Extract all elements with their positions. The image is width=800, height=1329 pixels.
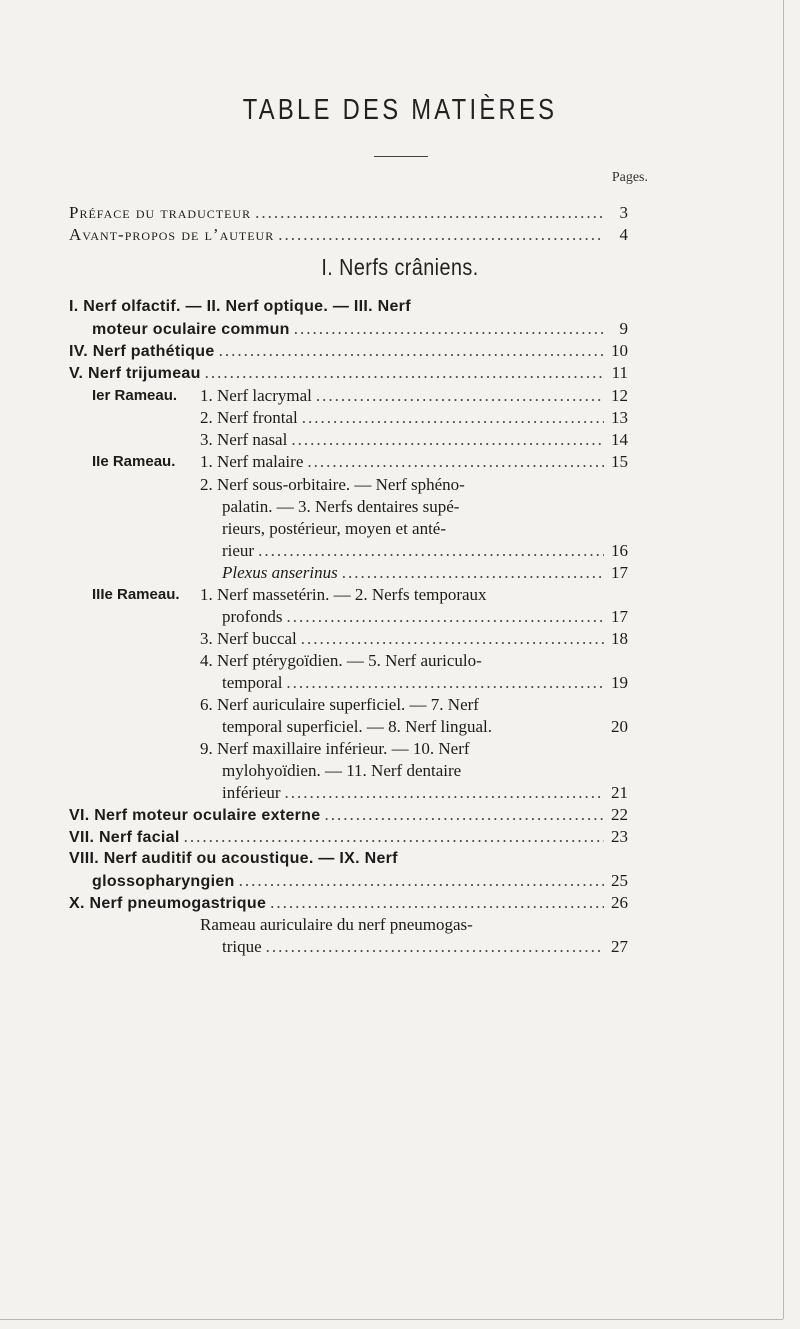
dot-leader [342, 562, 604, 584]
toc-entry-lacrymal [200, 385, 628, 407]
dot-leader [258, 540, 604, 562]
toc-page-number: 15 [611, 452, 628, 471]
dot-leader [278, 224, 604, 246]
toc-entry-frontal [200, 407, 628, 429]
toc-entry-text: VII. Nerf facial [69, 829, 180, 846]
dot-leader [294, 318, 604, 340]
dot-leader [266, 936, 604, 958]
toc-entry-continuation: mylohyoïdien. — 11. Nerf dentaire [222, 761, 462, 780]
toc-entry-text: profonds [222, 607, 283, 626]
dot-leader [291, 429, 604, 451]
dot-leader [239, 870, 604, 892]
toc-entry-text: VI. Nerf moteur oculaire externe [69, 807, 321, 824]
toc-entry-avant-propos [69, 224, 628, 246]
toc-page-number: 22 [611, 805, 628, 824]
toc-page-number: 9 [619, 319, 628, 338]
toc-entry-text: inférieur [222, 783, 281, 802]
toc-entry-dentaire-inferieur [222, 782, 628, 804]
toc-page-number: 4 [619, 225, 628, 244]
toc-entry-text: IV. Nerf pathétique [69, 343, 215, 360]
toc-entry-text: glossopharyngien [92, 873, 235, 890]
toc-entry-moteur-externe [69, 804, 628, 827]
toc-entry-text: 3. Nerf buccal [200, 629, 297, 648]
rameau-label-2: IIe Rameau. [92, 453, 176, 470]
toc-page-number: 13 [611, 408, 628, 427]
toc-page-number: 12 [611, 386, 628, 405]
dot-leader [255, 202, 604, 224]
toc-page-number: 14 [611, 430, 628, 449]
toc-entry-facial [69, 826, 628, 849]
title-rule [374, 156, 428, 157]
toc-entry-lingual [222, 716, 628, 738]
toc-entry-text: 3. Nerf nasal [200, 430, 288, 449]
toc-page-number: 18 [611, 629, 628, 648]
dot-leader [316, 385, 604, 407]
toc-entry-text: rieur [222, 541, 255, 560]
toc-page-number: 17 [611, 607, 628, 626]
toc-entry-continuation: palatin. — 3. Nerfs dentaires supé- [222, 497, 460, 516]
toc-entry-text: temporal [222, 673, 283, 692]
toc-entry-sous-orbitaire: 2. Nerf sous-orbitaire. — Nerf sphéno- [200, 475, 465, 494]
toc-entry-masseterin: 1. Nerf massetérin. — 2. Nerfs temporaux [200, 585, 487, 604]
toc-page-number: 21 [611, 783, 628, 802]
dot-leader [301, 628, 604, 650]
toc-entry-text: 1. Nerf malaire [200, 452, 304, 471]
toc-entry-preface [69, 202, 628, 224]
toc-entry-buccal [200, 628, 628, 650]
toc-entry-maxillaire: 9. Nerf maxillaire inférieur. — 10. Nerf [200, 739, 470, 758]
toc-page-number: 20 [611, 717, 628, 736]
toc-page-number: 11 [611, 363, 628, 382]
section-heading: I. Nerfs crâniens. [321, 254, 479, 280]
dot-leader [184, 826, 604, 848]
toc-page-number: 17 [611, 563, 628, 582]
toc-page-number: 3 [619, 203, 628, 222]
dot-leader [286, 672, 604, 694]
dot-leader [219, 340, 604, 362]
toc-entry-glossopharyngien [92, 870, 628, 893]
toc-entry-pterygoidien: 4. Nerf ptérygoïdien. — 5. Nerf auriculo- [200, 651, 482, 670]
toc-entry-text: Préface du traducteur [69, 203, 252, 222]
toc-entry-plexus [222, 562, 628, 584]
toc-page-number: 25 [611, 871, 628, 890]
toc-entry-text: 1. Nerf lacrymal [200, 386, 312, 405]
toc-entry-text: X. Nerf pneumogastrique [69, 895, 267, 912]
toc-entry-nasal [200, 429, 628, 451]
toc-entry-pathetique [69, 340, 628, 363]
toc-entry-auriculo-temporal [222, 672, 628, 694]
toc-entry-rameau-auriculaire: Rameau auriculaire du nerf pneumogas- [200, 915, 473, 934]
dot-leader [285, 782, 604, 804]
dot-leader [270, 892, 604, 914]
toc-entry-text: trique [222, 937, 262, 956]
toc-entry-moteur-oculaire [92, 318, 628, 341]
toc-page-number: 26 [611, 893, 628, 912]
toc-page-number: 16 [611, 541, 628, 560]
toc-entry-temporaux [222, 606, 628, 628]
dot-leader [302, 407, 604, 429]
toc-entry-trijumeau [69, 362, 628, 385]
page-edge-bottom [0, 1319, 783, 1320]
dot-leader [205, 362, 604, 384]
dot-leader [286, 606, 604, 628]
toc-entry-text: moteur oculaire commun [92, 321, 290, 338]
dot-leader [324, 804, 604, 826]
toc-page-number: 10 [611, 341, 628, 360]
toc-entry-text: temporal superficiel. — 8. Nerf lingual. [222, 717, 493, 736]
rameau-label-3: IIIe Rameau. [92, 586, 180, 603]
dot-leader [307, 451, 604, 473]
toc-page-number: 19 [611, 673, 628, 692]
toc-entry-malaire [200, 451, 628, 473]
toc-entry-text: Plexus anserinus [222, 563, 338, 582]
toc-page-number: 27 [611, 937, 628, 956]
page-title: TABLE DES MATIÈRES [242, 94, 558, 126]
pages-column-label: Pages. [611, 170, 648, 185]
toc-entry-dentaires [222, 540, 628, 562]
toc-entry-continuation: rieurs, postérieur, moyen et anté- [222, 519, 447, 538]
toc-entry-auditif: VIII. Nerf auditif ou acoustique. — IX. Nerf [69, 850, 398, 867]
page-edge-right [783, 0, 784, 1319]
toc-entry-trique [222, 936, 628, 958]
toc-entry-pneumogastrique [69, 892, 628, 915]
toc-entry-auriculaire: 6. Nerf auriculaire superficiel. — 7. Nerf [200, 695, 479, 714]
toc-entry-olfactif: I. Nerf olfactif. — II. Nerf optique. — III. Nerf [69, 298, 411, 315]
toc-entry-text: 2. Nerf frontal [200, 408, 298, 427]
rameau-label-1: Ier Rameau. [92, 387, 178, 404]
toc-page-number: 23 [611, 827, 628, 846]
toc-entry-text: Avant-propos de l’auteur [69, 225, 275, 244]
toc-entry-text: V. Nerf trijumeau [69, 365, 201, 382]
